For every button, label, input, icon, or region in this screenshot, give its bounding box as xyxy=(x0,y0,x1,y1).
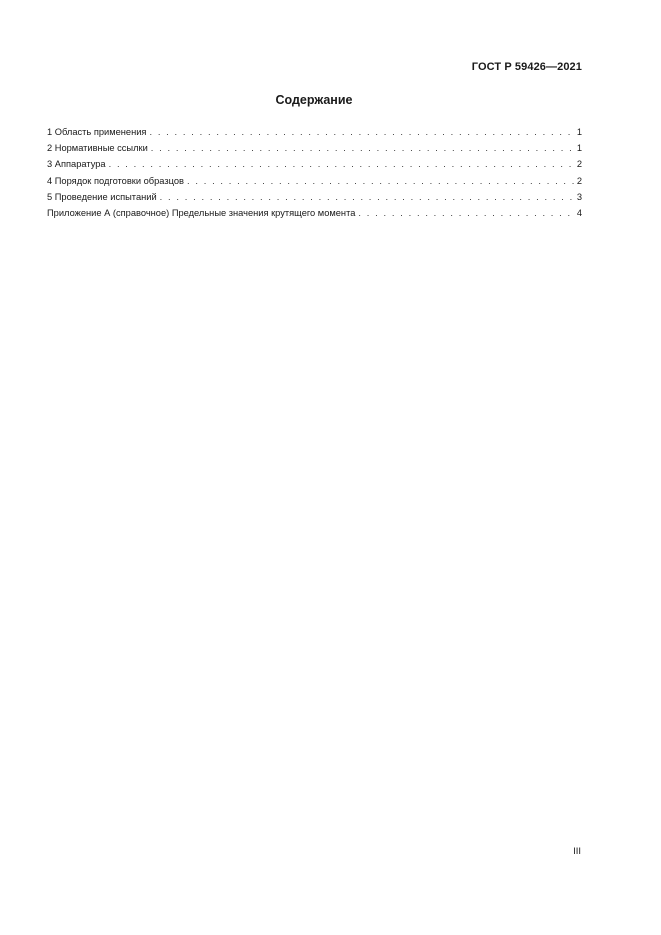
table-of-contents xyxy=(47,124,582,221)
toc-entry-sample-preparation[interactable] xyxy=(47,173,582,189)
toc-entry-page: 2 xyxy=(576,159,582,170)
toc-dot-leader xyxy=(160,189,576,205)
toc-entry-testing[interactable] xyxy=(47,189,582,205)
toc-entry-normative-references[interactable] xyxy=(47,140,582,156)
toc-entry-label: 2 Нормативные ссылки xyxy=(47,143,148,154)
toc-entry-page: 4 xyxy=(576,207,582,218)
toc-entry-label: 4 Порядок подготовки образцов xyxy=(47,175,184,186)
toc-dot-leader xyxy=(187,173,576,189)
standard-code: ГОСТ Р 59426—2021 xyxy=(471,61,582,73)
toc-entry-page: 1 xyxy=(576,143,582,154)
toc-dot-leader xyxy=(109,156,576,172)
toc-entry-page: 1 xyxy=(576,127,582,137)
toc-dot-leader xyxy=(358,205,575,221)
toc-entry-page: 3 xyxy=(576,191,582,202)
toc-entry-label: Приложение А (справочное) Предельные значения крутящего момента xyxy=(47,207,356,218)
toc-entry-label: 1 Область применения xyxy=(47,127,147,137)
toc-title: Содержание xyxy=(275,93,353,107)
toc-dot-leader xyxy=(151,140,576,156)
toc-entry-apparatus[interactable] xyxy=(47,156,582,172)
toc-entry-page: 2 xyxy=(576,175,582,186)
toc-entry-label: 5 Проведение испытаний xyxy=(47,191,157,202)
page-number: III xyxy=(573,846,581,857)
toc-entry-label: 3 Аппаратура xyxy=(47,159,106,170)
toc-dot-leader xyxy=(149,124,575,140)
toc-entry-appendix-a[interactable] xyxy=(47,205,582,221)
toc-entry-scope[interactable] xyxy=(47,124,582,140)
